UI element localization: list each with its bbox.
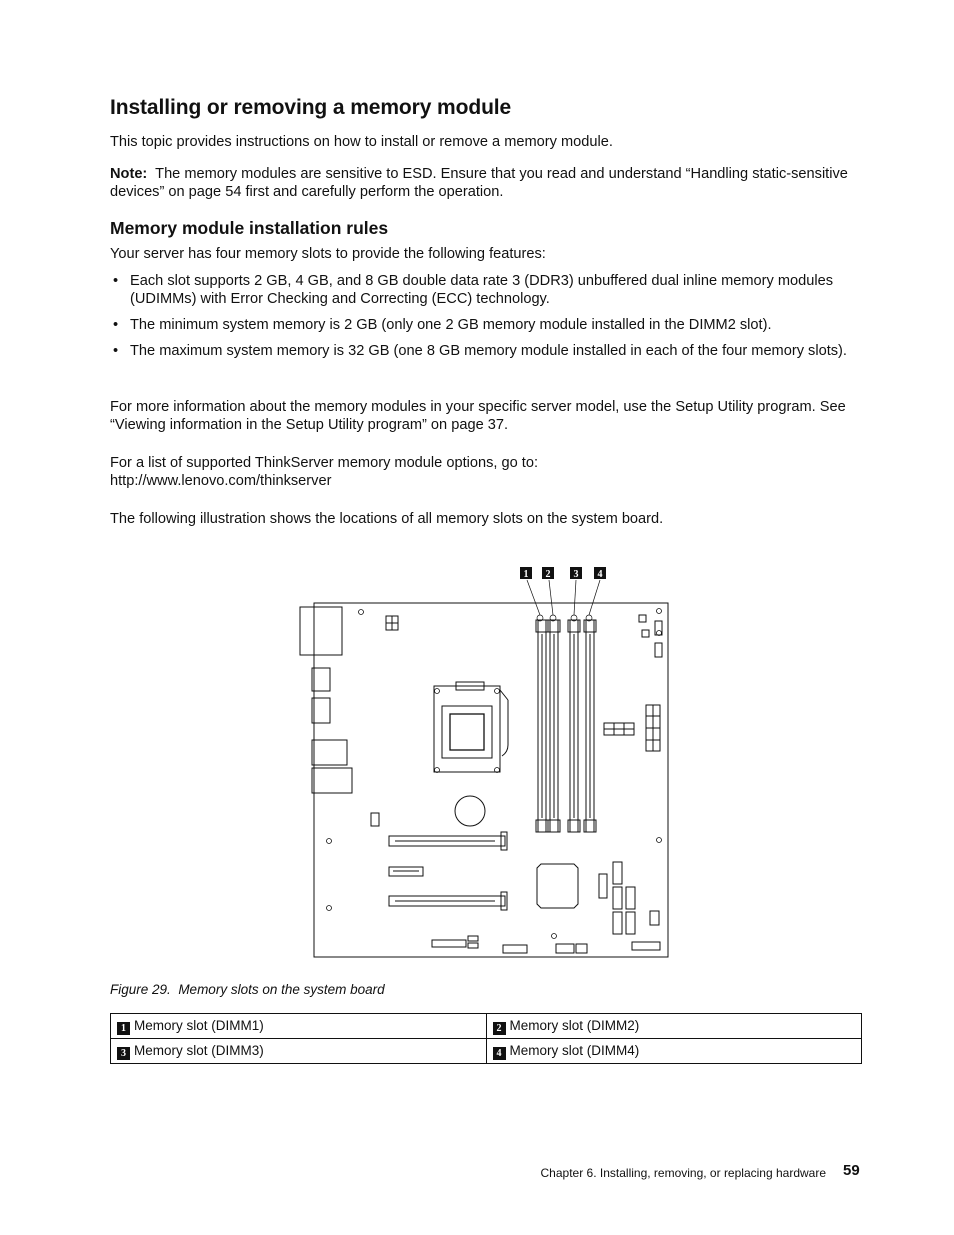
- rear-io-ports: [300, 607, 352, 793]
- callout-4: [594, 567, 606, 580]
- legend-label: Memory slot (DIMM1): [134, 1017, 264, 1033]
- fan-header: [386, 616, 398, 630]
- callout-4-label: 4: [597, 569, 603, 580]
- system-board-figure: [296, 560, 676, 962]
- callout-leaders: [527, 580, 600, 621]
- mounting-holes: [327, 609, 662, 939]
- more-info-paragraph: For more information about the memory modules in your specific server model, use the Setup Utility program. See “Viewing information in the Setup Utility program” on page 37.: [110, 399, 846, 433]
- legend-badge: 3: [117, 1047, 130, 1060]
- callout-1: [520, 567, 532, 580]
- chipset: [537, 864, 578, 908]
- legend-label: Memory slot (DIMM4): [509, 1042, 640, 1058]
- table-row: [111, 1014, 862, 1039]
- cmos-battery: [455, 796, 485, 826]
- rules-list: [110, 272, 860, 368]
- callout-2-label: 2: [545, 569, 551, 580]
- options-paragraph: [110, 454, 860, 490]
- page-title: Installing or removing a memory module: [110, 96, 512, 119]
- legend-badge: 1: [117, 1022, 130, 1035]
- rules-intro: Your server has four memory slots to provide the following features:: [110, 246, 546, 262]
- legend-badge: 2: [493, 1022, 506, 1035]
- note-label: Note:: [110, 166, 148, 182]
- bottom-headers: [432, 936, 660, 953]
- intro-paragraph: This topic provides instructions on how to install or remove a memory module.: [110, 134, 613, 150]
- dimm-slot-2: [548, 620, 560, 832]
- legend-label: Memory slot (DIMM3): [134, 1042, 264, 1058]
- rule-item: • The minimum system memory is 2 GB (only one 2 GB memory module installed in the DIMM2 slot).: [110, 316, 860, 334]
- legend-cell: [111, 1039, 487, 1064]
- dimm-slot-4: [584, 620, 596, 832]
- legend-cell: [111, 1014, 487, 1039]
- callout-3-label: 3: [573, 569, 579, 580]
- footer-chapter: Chapter 6. Installing, removing, or replacing hardware: [540, 1166, 826, 1180]
- callout-1-label: 1: [523, 569, 529, 580]
- figure-number: Figure 29.: [110, 982, 171, 997]
- dimm-slot-3: [568, 620, 580, 832]
- options-line: For a list of supported ThinkServer memory module options, go to:: [110, 455, 539, 471]
- legend-table: [110, 1013, 862, 1064]
- callout-2: [542, 567, 554, 580]
- legend-cell: [486, 1014, 862, 1039]
- dimm-slot-1: [536, 620, 548, 832]
- board-outline: [314, 603, 668, 957]
- cpu-socket: [434, 682, 508, 772]
- legend-cell: [486, 1039, 862, 1064]
- sata-connectors: [599, 862, 659, 934]
- pcie-slots: [389, 832, 507, 910]
- options-url[interactable]: http://www.lenovo.com/thinkserver: [110, 473, 332, 489]
- table-row: [111, 1039, 862, 1064]
- callout-3: [570, 567, 582, 580]
- legend-badge: 4: [493, 1047, 506, 1060]
- section-heading: Memory module installation rules: [110, 218, 389, 238]
- figure-caption-text: Memory slots on the system board: [178, 982, 385, 997]
- figure-caption: [110, 982, 385, 997]
- note-paragraph: [110, 165, 860, 201]
- illustration-intro: The following illustration shows the locations of all memory slots on the system board.: [110, 511, 664, 527]
- page-number: 59: [843, 1162, 860, 1179]
- dimm-slots: [536, 620, 596, 832]
- rule-item: • Each slot supports 2 GB, 4 GB, and 8 GB double data rate 3 (DDR3) unbuffered dual inline memory modules (UDIMMs) with Error Checking and Correcting (ECC) technology.: [110, 272, 860, 308]
- note-text: The memory modules are sensitive to ESD. Ensure that you read and understand “Handling static-sensitive devices” on page 54 first and carefully perform the operation.: [110, 166, 848, 200]
- legend-label: Memory slot (DIMM2): [509, 1017, 640, 1033]
- rule-item: • The maximum system memory is 32 GB (one 8 GB memory module installed in each of the four memory slots).: [110, 342, 860, 360]
- right-connectors: [604, 615, 662, 751]
- page-footer: [541, 1166, 826, 1180]
